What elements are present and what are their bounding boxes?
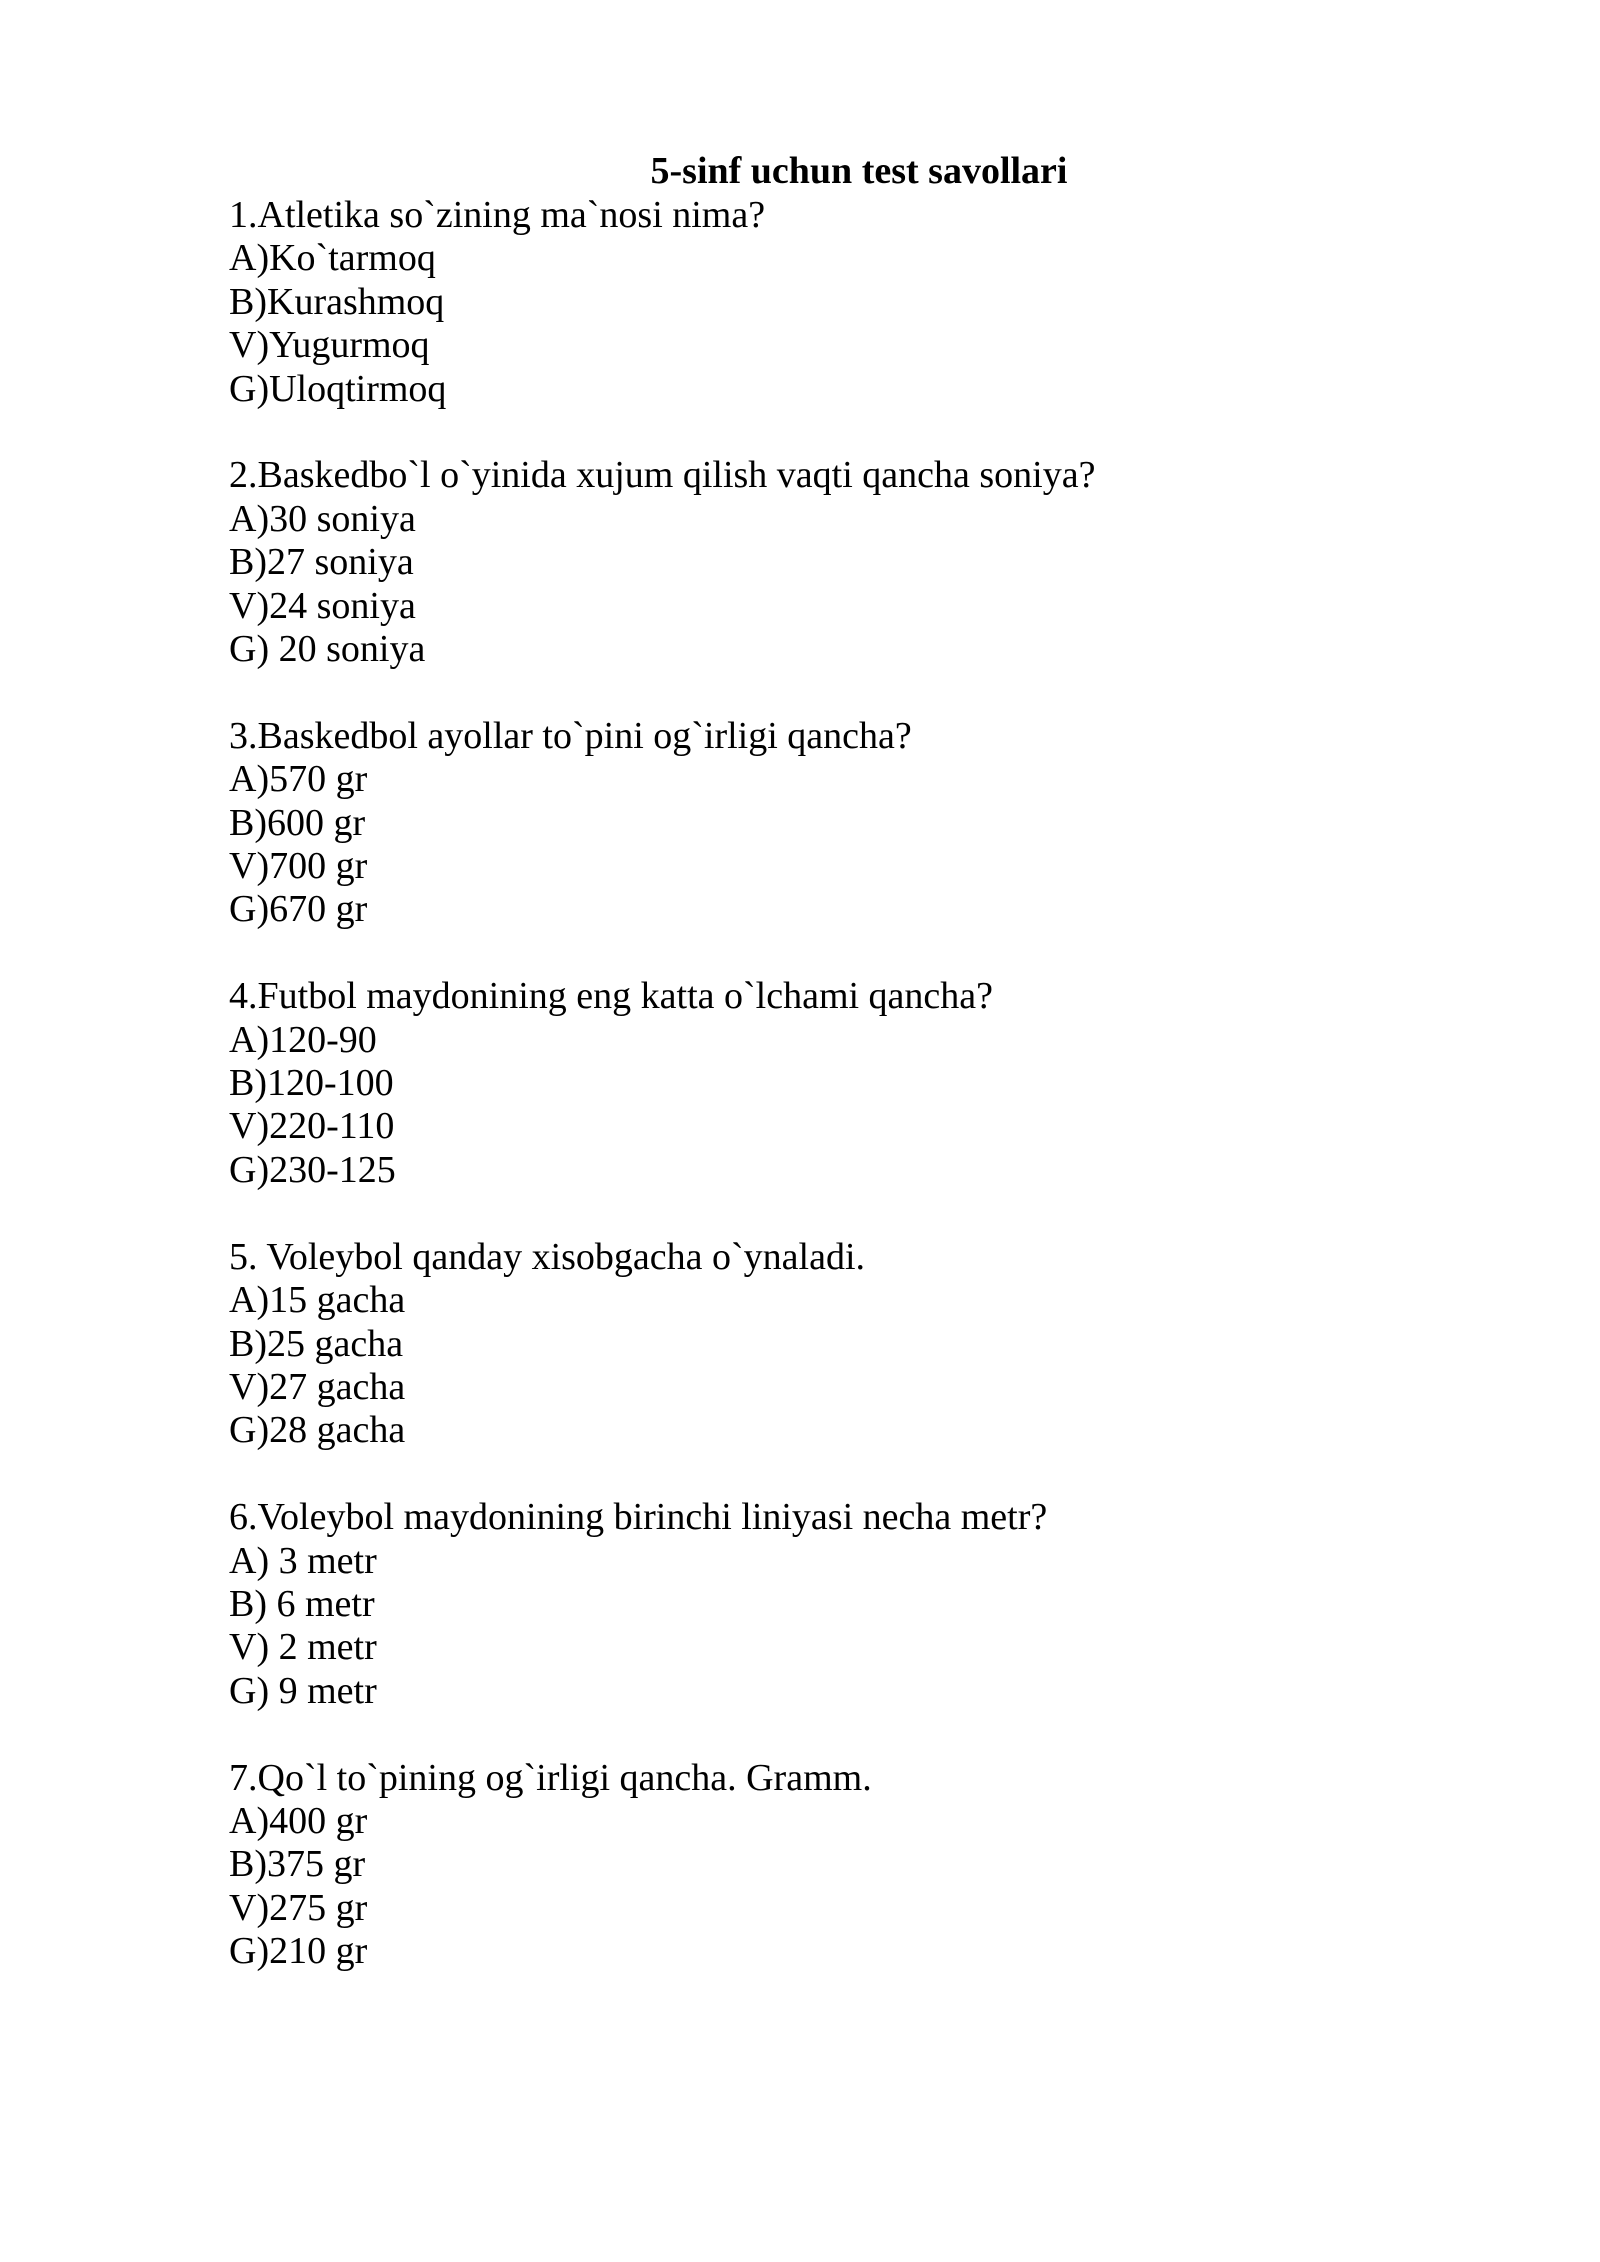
answer-option-b: B)375 gr: [229, 1843, 366, 1886]
answer-option-a: A)30 soniya: [229, 497, 416, 540]
answer-option-a: A)Ko`tarmoq: [229, 237, 436, 280]
answer-option-g: G) 20 soniya: [229, 628, 426, 671]
answer-option-b: B)120-100: [229, 1062, 394, 1105]
answer-option-b: B)25 gacha: [229, 1322, 404, 1365]
answer-option-g: G)28 gacha: [229, 1409, 406, 1452]
question-text: 3.Baskedbol ayollar to`pini og`irligi qancha?: [229, 714, 912, 757]
answer-option-g: G)230-125: [229, 1148, 396, 1191]
answer-option-b: B) 6 metr: [229, 1582, 375, 1625]
answer-option-v: V)700 gr: [229, 845, 368, 888]
answer-option-v: V)Yugurmoq: [229, 324, 430, 367]
question-text: 2.Baskedbo`l o`yinida xujum qilish vaqti qancha soniya?: [229, 454, 1096, 497]
answer-option-v: V)24 soniya: [229, 584, 416, 627]
question-text: 4.Futbol maydonining eng katta o`lchami qancha?: [229, 975, 994, 1018]
answer-option-v: V)27 gacha: [229, 1365, 406, 1408]
answer-option-a: A)15 gacha: [229, 1279, 406, 1322]
answer-option-a: A)400 gr: [229, 1799, 368, 1842]
document-title: 5-sinf uchun test savollari: [650, 150, 1068, 192]
answer-option-a: A)120-90: [229, 1018, 377, 1061]
question-text: 6.Voleybol maydonining birinchi liniyasi necha metr?: [229, 1496, 1048, 1539]
question-4: [229, 975, 1429, 1192]
question-5: [229, 1236, 1429, 1453]
answer-option-g: G)670 gr: [229, 888, 368, 931]
answer-option-b: B)Kurashmoq: [229, 280, 445, 323]
answer-option-g: G)Uloqtirmoq: [229, 367, 447, 410]
answer-option-b: B)600 gr: [229, 801, 366, 844]
question-6: [229, 1496, 1429, 1713]
question-text: 5. Voleybol qanday xisobgacha o`ynaladi.: [229, 1235, 866, 1278]
question-3: [229, 715, 1429, 932]
question-2: [229, 454, 1429, 671]
question-7: [229, 1757, 1429, 1974]
answer-option-b: B)27 soniya: [229, 541, 414, 584]
question-text: 1.Atletika so`zining ma`nosi nima?: [229, 194, 766, 236]
question-list: [229, 194, 1429, 2017]
answer-option-g: G) 9 metr: [229, 1669, 377, 1712]
question-1: [229, 194, 1429, 411]
answer-option-v: V)220-110: [229, 1105, 395, 1148]
answer-option-v: V) 2 metr: [229, 1626, 377, 1669]
answer-option-g: G)210 gr: [229, 1930, 368, 1973]
question-text: 7.Qo`l to`pining og`irligi qancha. Gramm.: [229, 1756, 872, 1799]
answer-option-v: V)275 gr: [229, 1886, 368, 1929]
answer-option-a: A)570 gr: [229, 758, 368, 801]
answer-option-a: A) 3 metr: [229, 1539, 377, 1582]
